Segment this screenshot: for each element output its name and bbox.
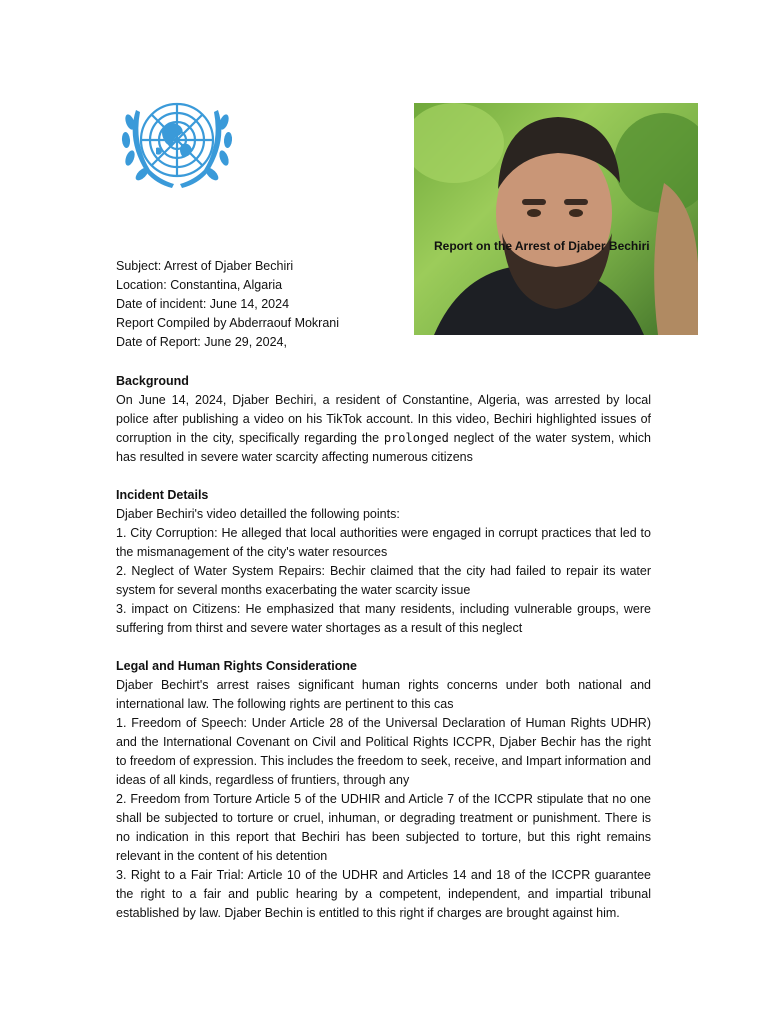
incident-point: 2. Neglect of Water System Repairs: Bechir claimed that the city had failed to repair its water system for several months exacerbating the water scarcity issue <box>116 564 651 597</box>
compiled-by-line: Report Compiled by Abderraouf Mokrani <box>116 316 340 330</box>
portrait-photo <box>414 103 698 335</box>
photo-caption: Report on the Arrest of Djaber Bechiri <box>434 239 650 253</box>
legal-heading: Legal and Human Rights Consideratione <box>116 659 357 673</box>
report-body <box>116 372 651 923</box>
incident-heading: Incident Details <box>116 488 209 502</box>
background-paragraph: On June 14, 2024, Djaber Bechiri, a resident of Constantine, Algeria, was arrested by local police after publishing a video on his TikTok account. In this video, Bechiri highlighted issues of corruption in the city, specifically regarding the prolonged neglect of the water system, which has resulted in severe water scarcity affecting numerous citizens <box>116 393 651 464</box>
location-line: Location: Constantina, Algaria <box>116 278 283 292</box>
highlight-word: prolonged <box>383 431 449 445</box>
legal-point: 3. Right to a Fair Trial: Article 10 of the UDHR and Articles 14 and 18 of the ICCPR guarantee the right to a fair and public hearing by a competent, independent, and impartial tribunal established by law. Djaber Bechin is entitled to this right if charges are brought against him. <box>116 868 651 920</box>
incident-point: 3. impact on Citizens: He emphasized that many residents, including vulnerable groups, were suffering from thirst and severe water shortages as a result of this neglect <box>116 602 651 635</box>
report-metadata <box>116 257 339 352</box>
portrait-illustration <box>414 103 698 335</box>
subject-line: Subject: Arrest of Djaber Bechiri <box>116 259 294 273</box>
incident-intro: Djaber Bechiri's video detailled the following points: <box>116 507 400 521</box>
report-date-line: Date of Report: June 29, 2024, <box>116 335 287 349</box>
legal-point: 1. Freedom of Speech: Under Article 28 of the Universal Declaration of Human Rights UDHR) and the International Covenant on Civil and Political Rights ICCPR, Djaber Bechir has the right to freedom of expression. This includes the freedom to seek, receive, and Impart information and ideas of all kinds, regardless of fruntiers, through any <box>116 716 651 787</box>
legal-intro: Djaber Bechirt's arrest raises significant human rights concerns under both national and international law. The following rights are pertinent to this cas <box>116 678 651 711</box>
section-gap <box>116 467 651 486</box>
un-emblem-logo <box>112 92 242 196</box>
incident-point: 1. City Corruption: He alleged that local authorities were engaged in corrupt practices that led to the mismanagement of the city's water resources <box>116 526 651 559</box>
legal-point: 2. Freedom from Torture Article 5 of the UDHIR and Article 7 of the ICCPR stipulate that no one shall be subjected to torture or cruel, inhuman, or degrading treatment or punishment. There is no indication in this report that Bechiri has been subjected to torture, but this right remains relevant in the content of his detention <box>116 792 651 863</box>
incident-date-line: Date of incident: June 14, 2024 <box>116 297 290 311</box>
section-gap <box>116 638 651 657</box>
background-heading: Background <box>116 374 189 388</box>
